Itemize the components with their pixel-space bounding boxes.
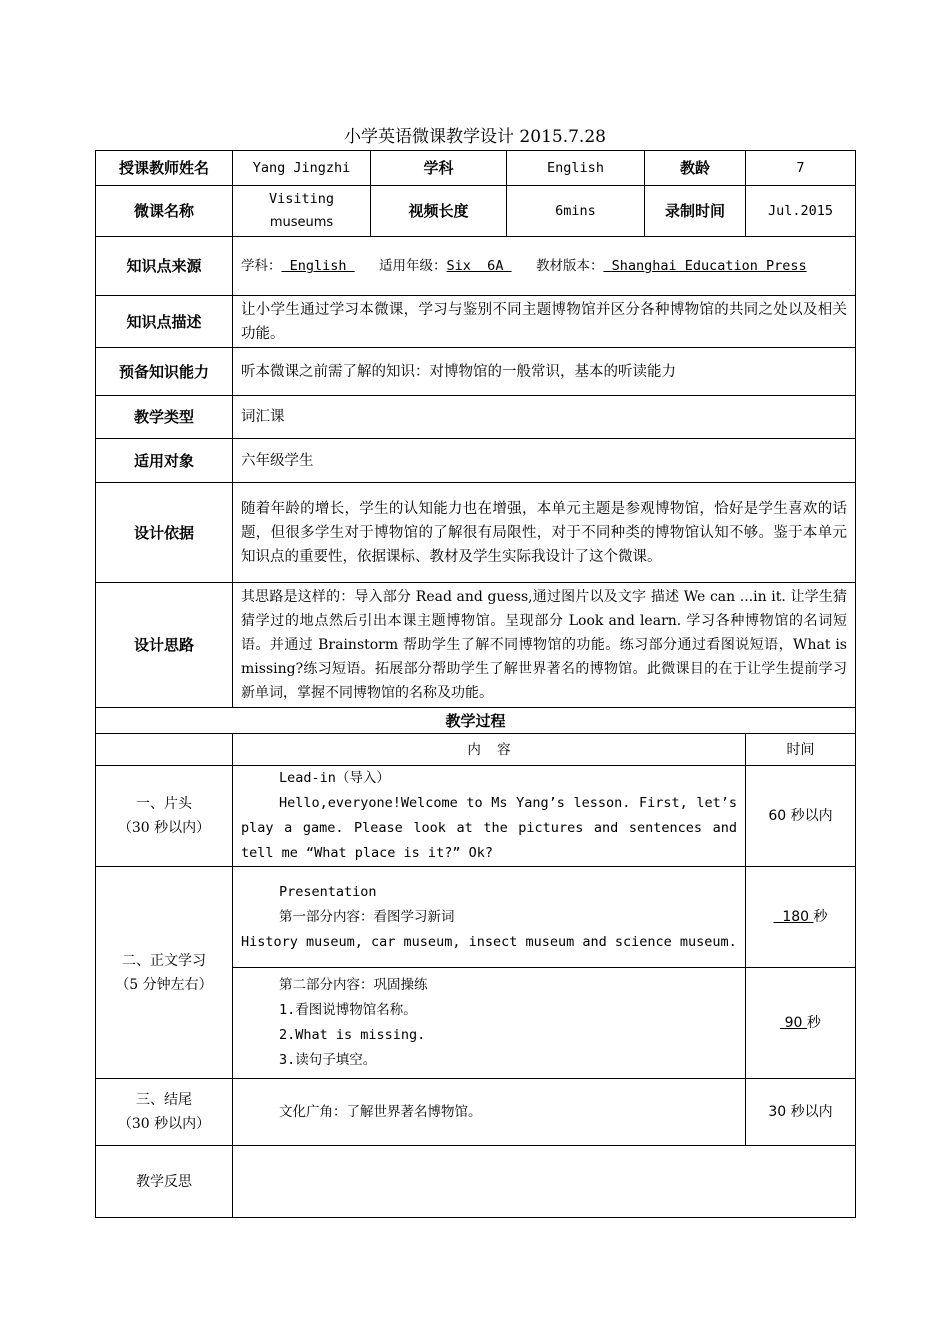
years-value: 7 xyxy=(746,151,856,186)
source-row xyxy=(96,237,856,296)
teacher-value: Yang Jingzhi xyxy=(233,151,371,186)
lesson-value xyxy=(233,186,371,237)
teacher-label: 授课教师姓名 xyxy=(96,151,233,186)
stage-2b-content xyxy=(233,968,746,1079)
lesson-label: 微课名称 xyxy=(96,186,233,237)
stage-2-sub: （5 分钟左右） xyxy=(115,976,213,993)
basis-label: 设计依据 xyxy=(96,483,233,583)
stage-2a-line1: Presentation xyxy=(279,883,377,900)
prior-text: 听本微课之前需了解的知识：对博物馆的一般常识，基本的听读能力 xyxy=(233,348,856,396)
rec-value: Jul.2015 xyxy=(746,186,856,237)
reflection-label: 教学反思 xyxy=(96,1146,233,1218)
process-columns-row xyxy=(96,734,856,766)
lesson-plan-table xyxy=(95,150,856,1218)
basis-text: 随着年龄的增长，学生的认知能力也在增强，本单元主题是参观博物馆，恰好是学生喜欢的话题，但很多学生对于博物馆的了解很有局限性，对于不同种类的博物馆认知不够。鉴于本单元知识点的重要性，依据课标、教材及学生实际我设计了这个微课。 xyxy=(233,483,856,583)
stage-1-line2: Hello,everyone!Welcome to Ms Yang’s lesson. First, let’s play a game. Please look at the pictures and sentences and tell me “What place is it?” Ok? xyxy=(241,795,737,861)
ideas-label: 设计思路 xyxy=(96,583,233,708)
stage-2b-line3: 2.What is missing. xyxy=(279,1027,426,1043)
stage-3-sub: （30 秒以内） xyxy=(117,1116,211,1132)
stage-1-row xyxy=(96,766,856,867)
source-edition-prefix: 教材版本： xyxy=(535,258,604,274)
stage-2b-time-num: 90 xyxy=(780,1015,807,1031)
stage-2-name-cell xyxy=(96,867,233,1079)
type-text: 词汇课 xyxy=(233,396,856,439)
stage-2a-line2: 第一部分内容：看图学习新词 xyxy=(279,908,455,925)
video-label: 视频长度 xyxy=(371,186,507,237)
stage-3-time: 30 秒以内 xyxy=(746,1079,856,1146)
rec-label: 录制时间 xyxy=(645,186,746,237)
stage-1-time: 60 秒以内 xyxy=(746,766,856,867)
header-row-1 xyxy=(96,151,856,186)
col-time: 时间 xyxy=(746,734,856,766)
description-label: 知识点描述 xyxy=(96,296,233,348)
lesson-value-line2: museums xyxy=(269,215,334,230)
stage-1-line1: Lead-in（导入） xyxy=(279,770,390,786)
col-content: 内 容 xyxy=(233,734,746,766)
stage-2-name: 二、正文学习 xyxy=(122,952,206,969)
description-text: 让小学生通过学习本微课，学习与鉴别不同主题博物馆并区分各种博物馆的共同之处以及相关功能。 xyxy=(233,296,856,348)
stage-1-name: 一、片头 xyxy=(136,796,192,812)
video-value: 6mins xyxy=(507,186,645,237)
basis-row xyxy=(96,483,856,583)
process-heading-row xyxy=(96,708,856,734)
source-subject-prefix: 学科： xyxy=(241,258,282,274)
stage-2b-line2: 1.看图说博物馆名称。 xyxy=(279,1002,417,1018)
source-value xyxy=(233,237,856,296)
header-row-2 xyxy=(96,186,856,237)
subject-value: English xyxy=(507,151,645,186)
lesson-value-line1: Visiting xyxy=(268,191,335,207)
stage-3-text: 文化广角：了解世界著名博物馆。 xyxy=(279,1104,482,1120)
source-label: 知识点来源 xyxy=(96,237,233,296)
audience-text: 六年级学生 xyxy=(233,439,856,483)
prior-row xyxy=(96,348,856,396)
audience-label: 适用对象 xyxy=(96,439,233,483)
source-edition: Shanghai Education Press xyxy=(603,258,807,274)
stage-2b-time-unit: 秒 xyxy=(806,1015,821,1031)
reflection-row xyxy=(96,1146,856,1218)
stage-3-content xyxy=(233,1079,746,1146)
description-row xyxy=(96,296,856,348)
stage-1-name-cell xyxy=(96,766,233,867)
stage-1-content xyxy=(233,766,746,867)
stage-2a-line3: History museum, car museum, insect museum and science museum. xyxy=(241,933,737,950)
stage-2b-time xyxy=(746,968,856,1079)
stage-3-row xyxy=(96,1079,856,1146)
document-title: 小学英语微课教学设计 2015.7.28 xyxy=(344,127,606,147)
type-label: 教学类型 xyxy=(96,396,233,439)
source-grade: Six 6A xyxy=(446,258,512,274)
stage-2a-time-num: 180 xyxy=(773,909,814,925)
type-row xyxy=(96,396,856,439)
stage-2b-line1: 第二部分内容：巩固操练 xyxy=(279,977,428,993)
stage-3-name-cell xyxy=(96,1079,233,1146)
stage-2a-content xyxy=(233,867,746,968)
ideas-text: 其思路是这样的：导入部分 Read and guess,通过图片以及文字 描述 We can ...in it. 让学生猜猜学过的地点然后引出本课主题博物馆。呈现部分 Look and learn. 学习各种博物馆的名词短语。并通过 Brainstorm 帮助学生了解不同博物馆的功能。练习部分通过看图说短语，What is missing?练习短语。拓展部分帮助学生了解世界著名的博物馆。此微课目的在于让学生提前学习新单词，掌握不同博物馆的名称及功能。 xyxy=(233,583,856,708)
stage-2a-row xyxy=(96,867,856,968)
stage-3-name: 三、结尾 xyxy=(136,1092,192,1108)
stage-2a-time-unit: 秒 xyxy=(813,909,828,925)
ideas-row xyxy=(96,583,856,708)
subject-label: 学科 xyxy=(371,151,507,186)
source-subject: English xyxy=(281,258,355,274)
audience-row xyxy=(96,439,856,483)
stage-1-sub: （30 秒以内） xyxy=(117,820,211,836)
source-grade-prefix: 适用年级： xyxy=(379,258,447,274)
prior-label: 预备知识能力 xyxy=(96,348,233,396)
reflection-content xyxy=(233,1146,856,1218)
process-heading: 教学过程 xyxy=(96,708,856,734)
stage-2a-time xyxy=(746,867,856,968)
years-label: 教龄 xyxy=(645,151,746,186)
stage-2b-line4: 3.读句子填空。 xyxy=(279,1052,377,1068)
process-empty-cell xyxy=(96,734,233,766)
